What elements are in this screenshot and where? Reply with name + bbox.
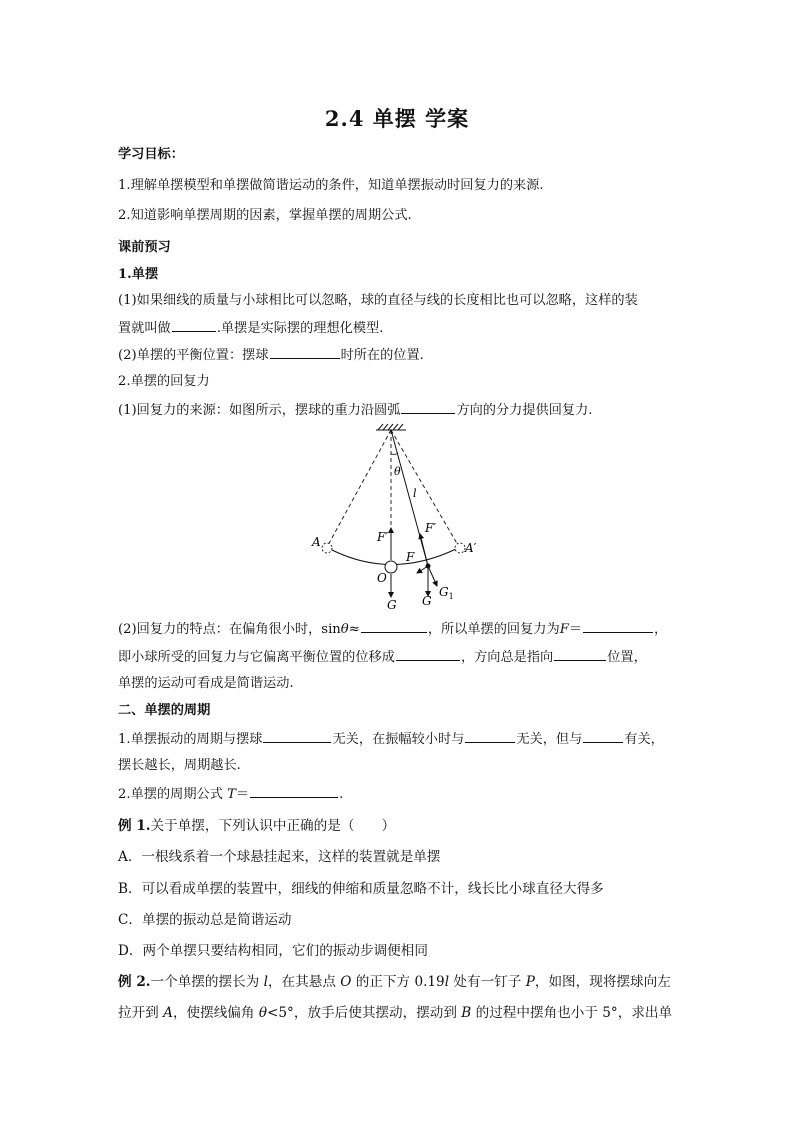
sym: A: [163, 1005, 173, 1021]
example-1-option-a: A．一根线系着一个球悬挂起来，这样的装置就是单摆: [118, 849, 441, 865]
label-F-prime-left: F′: [377, 530, 389, 544]
text: 处有一钉子: [449, 974, 526, 990]
period-paragraph-1b: 摆长越长，周期越长.: [118, 758, 241, 773]
text: .单摆是实际摆的理想化模型.: [216, 321, 384, 336]
label-G1-sub: 1: [448, 592, 454, 601]
T-symbol: T: [227, 787, 236, 802]
label-G-left: G: [387, 598, 397, 612]
sym: B: [461, 1005, 472, 1021]
text: ，如图，现将摆球向左: [534, 974, 671, 990]
section-2-title: 2.单摆的回复力: [118, 374, 210, 389]
text: 方向的分力提供回复力.: [456, 403, 593, 418]
text: (2)回复力的特点：在偏角很小时，sin: [118, 622, 341, 637]
label-A-prime: A′: [465, 541, 477, 555]
fill-blank[interactable]: [263, 729, 331, 743]
text: ，方向总是指向: [460, 650, 554, 665]
fill-blank[interactable]: [250, 784, 338, 798]
sym: θ: [258, 1005, 268, 1021]
fill-blank[interactable]: [583, 619, 653, 633]
ceiling-hatch: [376, 424, 406, 430]
s2-paragraph-2: [118, 619, 667, 639]
period-paragraph-1: [118, 729, 664, 749]
text: 1.单摆振动的周期与摆球: [118, 732, 263, 747]
s2-paragraph-4: 单摆的运动可看成是简谐运动.: [118, 676, 294, 691]
fill-blank[interactable]: [401, 400, 455, 414]
period-paragraph-2: [118, 784, 343, 804]
goal-item-2: 2.知道影响单摆周期的因素，掌握单摆的周期公式.: [118, 208, 412, 223]
restoring-force-arrow: [417, 566, 428, 573]
sym: l: [444, 974, 450, 990]
page-title: 2.4 单摆 学案: [324, 106, 470, 131]
fill-blank[interactable]: [583, 729, 623, 743]
text: 无关，但与: [516, 732, 583, 747]
equals-sign: ＝: [568, 622, 583, 637]
label-A: A: [312, 535, 321, 549]
text: 时所在的位置.: [340, 348, 424, 363]
ball-right-dashed: [455, 543, 465, 553]
theta-symbol: θ: [340, 622, 349, 637]
s1-paragraph-1b: [118, 318, 383, 338]
s1-paragraph-2: [118, 345, 424, 365]
text: 一个单摆的摆长为: [150, 974, 264, 990]
fill-blank[interactable]: [270, 345, 340, 359]
text: 关于单摆，下列认识中正确的是（ ）: [150, 818, 396, 834]
sym: l: [263, 974, 268, 990]
example-1-option-b: B．可以看成单摆的装置中，细线的伸缩和质量忽略不计，线长比小球直径大得多: [118, 881, 604, 897]
s2-paragraph-1: [118, 400, 593, 420]
example-1-question: [118, 817, 395, 835]
goal-item-1: 1.理解单摆模型和单摆做简谐运动的条件，知道单摆振动时回复力的来源.: [118, 178, 544, 193]
text: .: [339, 787, 344, 802]
text: 位置，: [607, 650, 647, 665]
preview-heading: 课前预习: [118, 240, 171, 255]
text: <5°，放手后使其摆动，摆动到: [267, 1005, 462, 1021]
text: 置就叫做: [118, 321, 171, 336]
sym: O: [340, 974, 352, 990]
text: 的正下方 0.19: [351, 974, 445, 990]
text: ，使摆线偏角: [172, 1005, 259, 1021]
label-G1-main: G: [439, 585, 449, 599]
label-F-prime-right: F′: [425, 521, 437, 535]
example-2-line-2: [118, 1004, 672, 1022]
text: 2.单摆的周期公式: [118, 787, 228, 802]
fill-blank[interactable]: [396, 647, 460, 661]
goals-heading: 学习目标：: [118, 147, 184, 162]
text: 无关，在振幅较小时与: [332, 732, 465, 747]
period-heading: 二、单摆的周期: [118, 703, 211, 718]
text: ，所以单摆的回复力为: [427, 622, 560, 637]
example-1-label: 例 1.: [118, 818, 151, 834]
example-1-option-d: D．两个单摆只要结构相同，它们的振动步调便相同: [118, 943, 428, 959]
ball-left-dashed: [322, 543, 332, 553]
example-1-option-c: C．单摆的振动总是简谐运动: [118, 912, 292, 928]
sym: P: [525, 974, 535, 990]
example-2-label: 例 2.: [118, 974, 151, 990]
pendulum-diagram: [300, 420, 500, 615]
text: 拉开到: [118, 1005, 164, 1021]
text: (2)单摆的平衡位置：摆球: [118, 348, 269, 363]
label-l: l: [413, 487, 417, 500]
fill-blank[interactable]: [361, 619, 427, 633]
label-F: F: [406, 550, 415, 564]
label-theta: θ: [394, 465, 401, 478]
text: ，在其悬点: [267, 974, 341, 990]
text: 即小球所受的回复力与它偏离平衡位置的位移成: [118, 650, 395, 665]
label-G1: [439, 585, 454, 601]
text: (1)回复力的来源：如图所示，摆球的重力沿圆弧: [118, 403, 401, 418]
section-1-title: 1.单摆: [118, 267, 159, 282]
fill-blank[interactable]: [172, 318, 216, 332]
fill-blank[interactable]: [465, 729, 515, 743]
approx-sign: ≈: [348, 622, 360, 637]
s2-paragraph-3: [118, 647, 647, 667]
text: ，: [654, 622, 668, 637]
label-O: O: [377, 571, 387, 585]
example-2-line-1: [118, 973, 671, 991]
equals-sign: ＝: [235, 787, 250, 802]
text: 的过程中摆角也小于 5°，求出单: [471, 1005, 673, 1021]
s1-paragraph-1a: (1)如果细线的质量与小球相比可以忽略，球的直径与线的长度相比也可以忽略，这样的装: [118, 293, 638, 308]
text: 有关，: [624, 732, 664, 747]
F-symbol: F: [559, 622, 569, 637]
fill-blank[interactable]: [554, 647, 606, 661]
g1-arrow: [428, 566, 437, 586]
label-G-right: G: [422, 594, 432, 608]
